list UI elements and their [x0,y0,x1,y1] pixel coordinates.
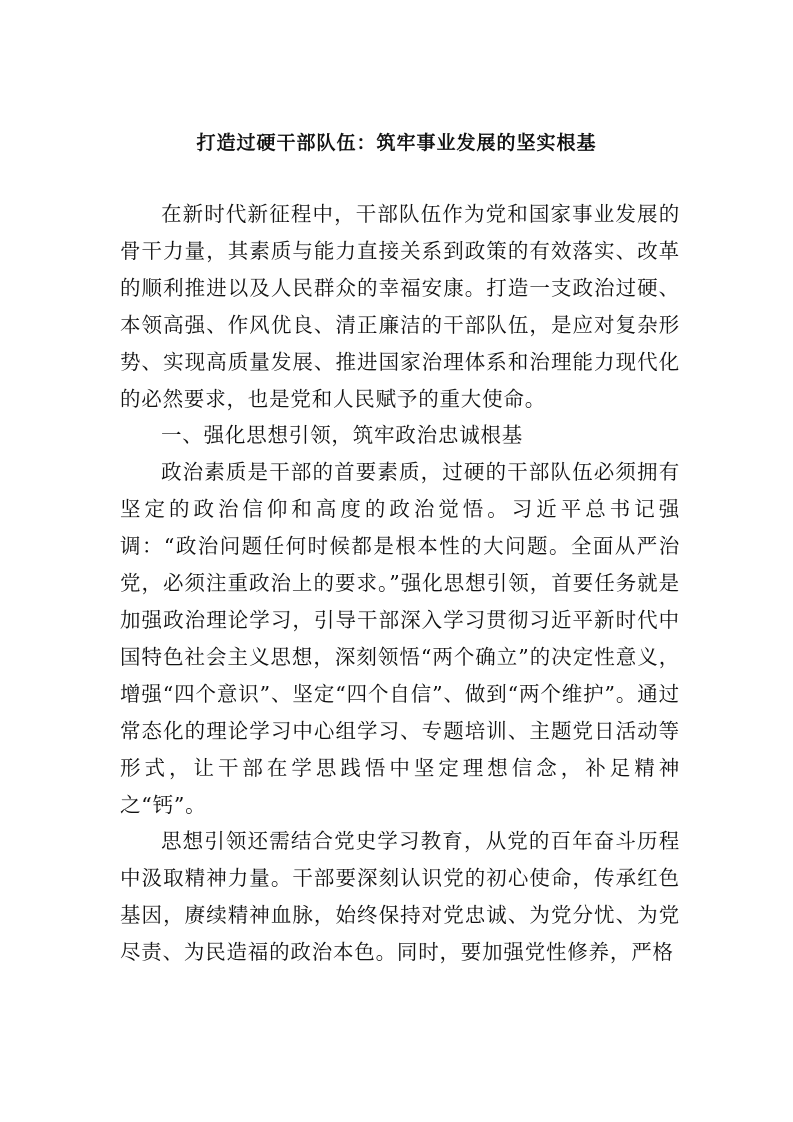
document-body [120,196,680,971]
document-title: 打造过硬干部队伍：筑牢事业发展的坚实根基 [196,132,597,154]
paragraph-party-history: 思想引领还需结合党史学习教育，从党的百年奋斗历程中汲取精神力量。干部要深刻认识党的初心使命，传承红色基因，赓续精神血脉，始终保持对党忠诚、为党分忧、为党尽责、为民造福的政治本色。同时，要加强党性修养，严格 [120,829,680,965]
section-heading-1: 一、强化思想引领，筑牢政治忠诚根基 [161,423,524,448]
paragraph-intro: 在新时代新征程中，干部队伍作为党和国家事业发展的骨干力量，其素质与能力直接关系到政策的有效落实、改革的顺利推进以及人民群众的幸福安康。打造一支政治过硬、本领高强、作风优良、清正廉洁的干部队伍，是应对复杂形势、实现高质量发展、推进国家治理体系和治理能力现代化的必然要求，也是党和人民赋予的重大使命。 [120,202,680,411]
paragraph-political-quality: 政治素质是干部的首要素质，过硬的干部队伍必须拥有坚定的政治信仰和高度的政治觉悟。习近平总书记强调：“政治问题任何时候都是根本性的大问题。全面从严治党，必须注重政治上的要求。”强化思想引领，首要任务就是加强政治理论学习，引导干部深入学习贯彻习近平新时代中国特色社会主义思想，深刻领悟“两个确立”的决定性意义，增强“四个意识”、坚定“四个自信”、做到“两个维护”。通过常态化的理论学习中心组学习、专题培训、主题党日活动等形式，让干部在学思践悟中坚定理想信念，补足精神之“钙”。 [120,460,680,817]
